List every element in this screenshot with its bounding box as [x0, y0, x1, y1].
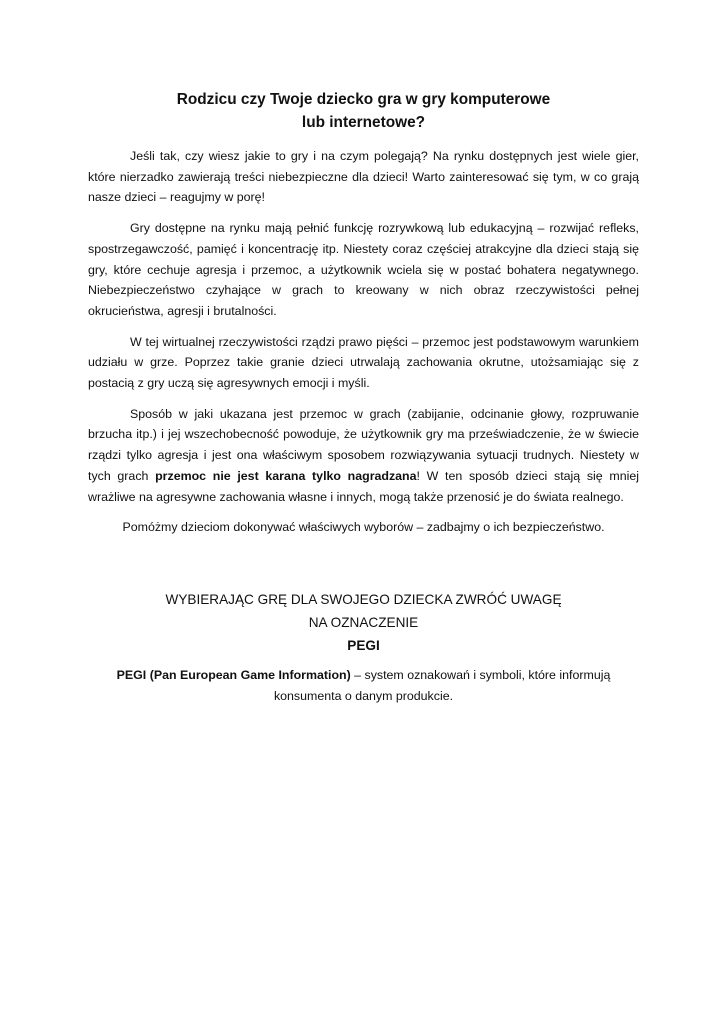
pegi-description-text: – system oznakowań i symboli, które informują konsumenta o danym produkcie.	[273, 667, 611, 703]
document-page	[88, 88, 639, 707]
pegi-description-term: PEGI (Pan European Game Information)	[116, 667, 351, 682]
title-line-2: lub internetowe?	[301, 114, 426, 131]
paragraph-violence	[88, 404, 639, 508]
pegi-heading-prefix: NA OZNACZENIE	[308, 614, 419, 630]
paragraph-violence-text-1: Sposób w jaki ukazana jest przemoc w grach (zabijanie, odcinanie głowy, rozpruwanie brzucha itp.) i jej wszechobecność powoduje, że użytkownik gry ma przeświadczenie, że w świecie rządzi tylko agresja i jest ona właściwym sposobem rozwiązywania sytuacji trudnych. Niestety w tych grach	[88, 406, 639, 483]
paragraph-virtual-reality: W tej wirtualnej rzeczywistości rządzi prawo pięści – przemoc jest podstawowym warunkiem udziału w grze. Poprzez takie granie dzieci utrwalają zachowania okrutne, utożsamiając się z postacią z gry uczą się agresywnych emocji i myśli.	[88, 334, 639, 391]
pegi-description	[88, 665, 639, 707]
pegi-heading-line-1: WYBIERAJĄC GRĘ DLA SWOJEGO DZIECKA ZWRÓĆ UWAGĘ	[165, 591, 562, 607]
paragraph-violence-bold: przemoc nie jest karana tylko nagradzana	[155, 468, 417, 483]
pegi-heading-bold: PEGI	[347, 637, 380, 653]
paragraph-intro: Jeśli tak, czy wiesz jakie to gry i na czym polegają? Na rynku dostępnych jest wiele gier, które nierzadko zawierają treści niebezpieczne dla dzieci! Warto zainteresować się tym, w co grają nasze dzieci – reagujmy w porę!	[88, 149, 639, 205]
pegi-heading-line-2	[88, 611, 639, 657]
page-title	[88, 88, 639, 134]
title-line-1: Rodzicu czy Twoje dziecko gra w gry komputerowe	[176, 91, 551, 108]
paragraph-games-purpose: Gry dostępne na rynku mają pełnić funkcję rozrywkową lub edukacyjną – rozwijać refleks, spostrzegawczość, pamięć i koncentrację itp. Niestety coraz częściej atrakcyjne dla dzieci stają się gry, które cechuje agresja i przemoc, a użytkownik wciela się w postać bohatera negatywnego. Niebezpieczeństwo czyhające w grach to kreowany w nich obraz rzeczywistości pełnej okrucieństwa, agresji i brutalności.	[88, 221, 639, 318]
paragraph-violence-text-2: ! W ten sposób dzieci stają się mniej wrażliwe na agresywne zachowania własne i innych, mogą także przenosić je do świata realnego.	[88, 468, 640, 504]
pegi-section-heading	[88, 588, 639, 657]
paragraph-call-to-action: Pomóżmy dzieciom dokonywać właściwych wyborów – zadbajmy o ich bezpieczeństwo.	[122, 520, 605, 535]
